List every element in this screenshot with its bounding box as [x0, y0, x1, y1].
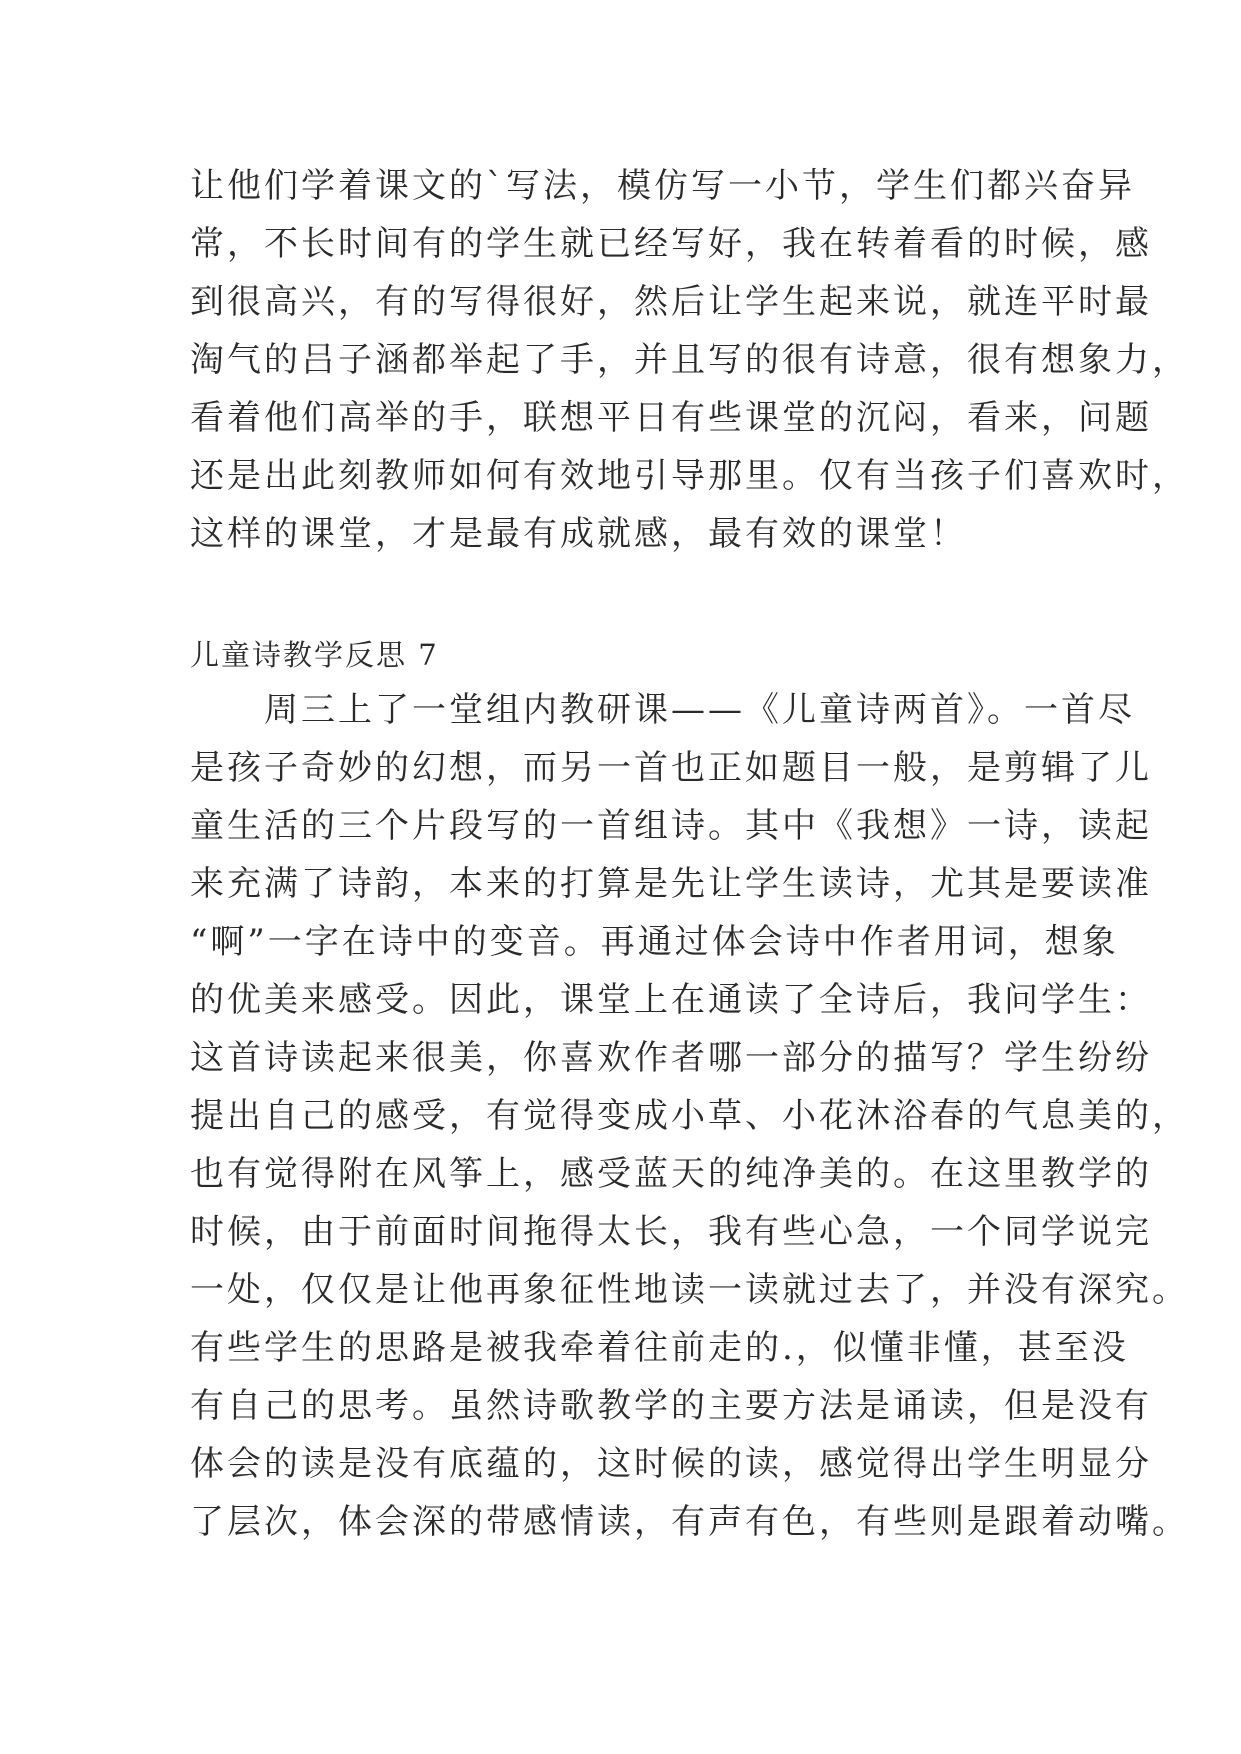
- paragraph-line: 也有觉得附在风筝上，感受蓝天的纯净美的。在这里教学的: [190, 1154, 1152, 1194]
- paragraph-line: 童生活的三个片段写的一首组诗。其中《我想》一诗，读起: [190, 806, 1152, 846]
- paragraph-line: 的优美来感受。因此，课堂上在通读了全诗后，我问学生：: [190, 980, 1152, 1020]
- paragraph-line: 周三上了一堂组内教研课——《儿童诗两首》。一首尽: [190, 690, 1135, 730]
- paragraph-line: 这首诗读起来很美，你喜欢作者哪一部分的描写？学生纷纷: [190, 1038, 1152, 1078]
- paragraph-line: 是孩子奇妙的幻想，而另一首也正如题目一般，是剪辑了儿: [190, 748, 1152, 788]
- paragraph-1: [190, 157, 1189, 563]
- paragraph-line: 了层次，体会深的带感情读，有声有色，有些则是跟着动嘴。: [190, 1502, 1189, 1542]
- paragraph-line: 还是出此刻教师如何有效地引导那里。仅有当孩子们喜欢时，: [190, 456, 1189, 496]
- paragraph-line: 提出自己的感受，有觉得变成小草、小花沐浴春的气息美的，: [190, 1096, 1189, 1136]
- paragraph-line: 这样的课堂，才是最有成就感，最有效的课堂！: [190, 514, 967, 554]
- paragraph-line: 时候，由于前面时间拖得太长，我有些心急，一个同学说完: [190, 1212, 1152, 1252]
- paragraph-line: “啊”一字在诗中的变音。再通过体会诗中作者用词，想象: [190, 922, 1119, 962]
- paragraph-line: 让他们学着课文的`写法，模仿写一小节，学生们都兴奋异: [190, 166, 1135, 206]
- paragraph-line: 一处，仅仅是让他再象征性地读一读就过去了，并没有深究。: [190, 1270, 1189, 1310]
- paragraph-2: [190, 681, 1189, 1551]
- paragraph-line: 淘气的吕子涵都举起了手，并且写的很有诗意，很有想象力，: [190, 340, 1189, 380]
- paragraph-line: 体会的读是没有底蕴的，这时候的读，感觉得出学生明显分: [190, 1444, 1152, 1484]
- paragraph-line: 来充满了诗韵，本来的打算是先让学生读诗，尤其是要读准: [190, 864, 1152, 904]
- paragraph-line: 到很高兴，有的写得很好，然后让学生起来说，就连平时最: [190, 282, 1152, 322]
- paragraph-line: 看着他们高举的手，联想平日有些课堂的沉闷，看来，问题: [190, 398, 1152, 438]
- paragraph-line: 有自己的思考。虽然诗歌教学的主要方法是诵读，但是没有: [190, 1386, 1152, 1426]
- section-heading: 儿童诗教学反思 7: [190, 638, 439, 672]
- paragraph-line: 常，不长时间有的学生就已经写好，我在转着看的时候，感: [190, 224, 1152, 264]
- paragraph-line: 有些学生的思路是被我牵着往前走的.，似懂非懂，甚至没: [190, 1328, 1129, 1368]
